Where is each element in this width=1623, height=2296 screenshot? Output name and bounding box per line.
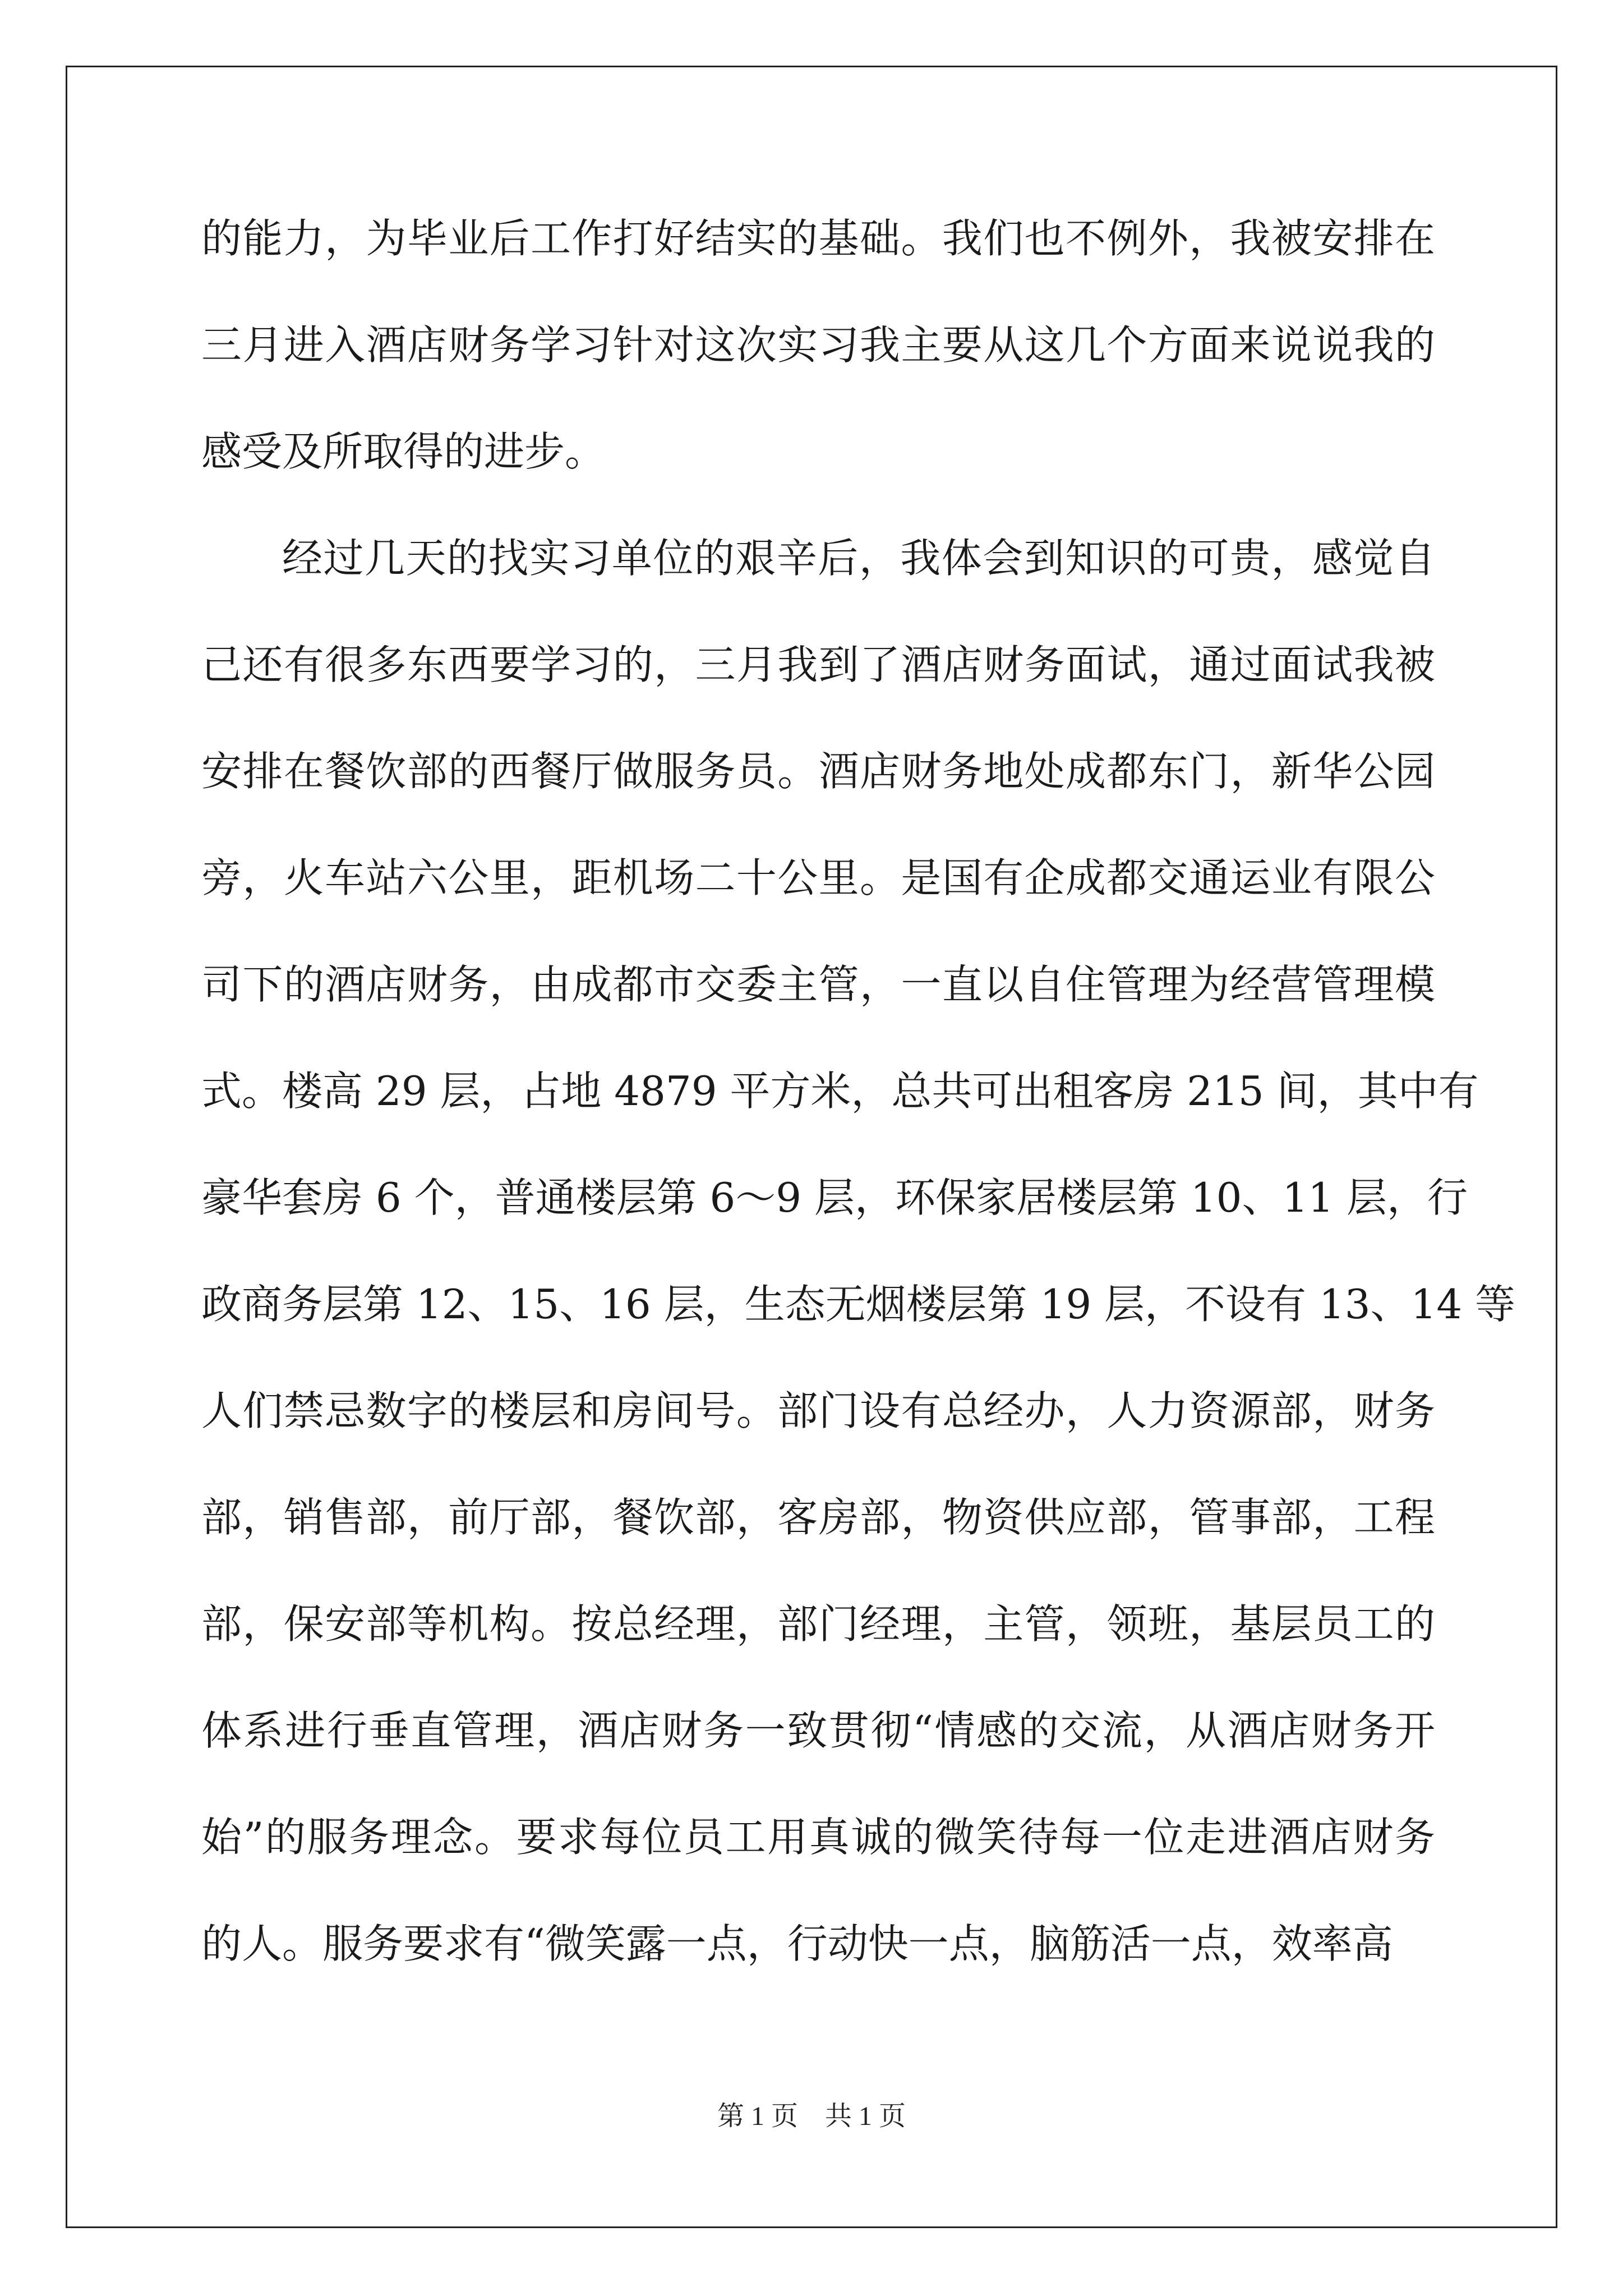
- text-line: 安排在餐饮部的西餐厅做服务员。酒店财务地处成都东门，新华公园: [201, 748, 1435, 795]
- text-line: 三月进入酒店财务学习针对这次实习我主要从这几个方面来说说我的: [201, 321, 1435, 369]
- text-line: 己还有很多东西要学习的，三月我到了酒店财务面试，通过面试我被: [201, 641, 1435, 688]
- text-line: 的能力，为毕业后工作打好结实的基础。我们也不例外，我被安排在: [201, 215, 1435, 262]
- page-footer: [0, 2094, 1623, 2133]
- text-line: 豪华套房 6 个，普通楼层第 6～9 层，环保家居楼层第 10、11 层，行: [201, 1174, 1468, 1221]
- text-line: 人们禁忌数字的楼层和房间号。部门设有总经办，人力资源部，财务: [201, 1387, 1435, 1434]
- text-line: 部，销售部，前厅部，餐饮部，客房部，物资供应部，管事部，工程: [201, 1494, 1435, 1541]
- text-line: 体系进行垂直管理，酒店财务一致贯彻“情感的交流，从酒店财务开: [201, 1707, 1435, 1754]
- page-total: 共 1 页: [825, 2101, 906, 2131]
- text-line: 政商务层第 12、15、16 层，生态无烟楼层第 19 层，不设有 13、14 等: [201, 1281, 1516, 1328]
- document-body: [201, 215, 1516, 2028]
- text-line: 部，保安部等机构。按总经理，部门经理，主管，领班，基层员工的: [201, 1600, 1435, 1648]
- text-line: 始”的服务理念。要求每位员工用真诚的微笑待每一位走进酒店财务: [201, 1814, 1435, 1861]
- text-line: 的人。服务要求有“微笑露一点，行动快一点，脑筋活一点，效率高: [201, 1920, 1393, 1967]
- text-line: 旁，火车站六公里，距机场二十公里。是国有企成都交通运业有限公: [201, 854, 1435, 901]
- text-line: 司下的酒店财务，由成都市交委主管，一直以自住管理为经营管理模: [201, 961, 1435, 1008]
- page-number: 第 1 页: [717, 2101, 798, 2131]
- text-line: 经过几天的找实习单位的艰辛后，我体会到知识的可贵，感觉自: [282, 535, 1435, 582]
- text-line: 式。楼高 29 层，占地 4879 平方米，总共可出租客房 215 间，其中有: [201, 1068, 1479, 1115]
- text-line: 感受及所取得的进步。: [201, 428, 606, 475]
